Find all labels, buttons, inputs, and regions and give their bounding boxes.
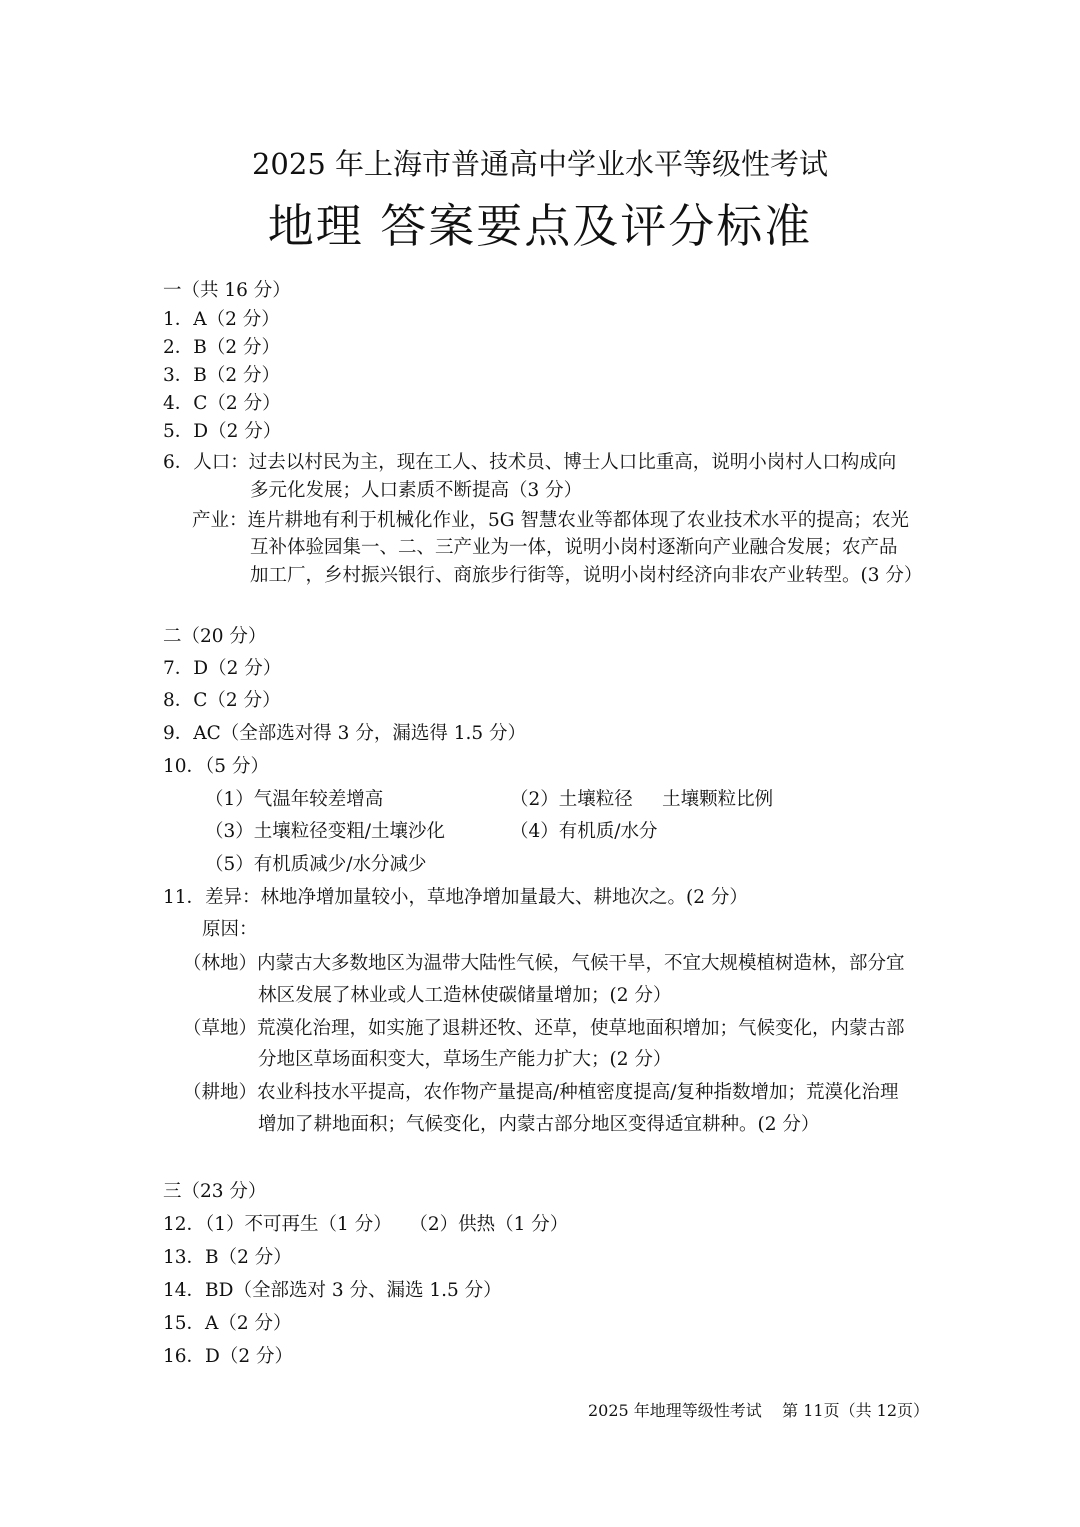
- answer-line: 3．B（2 分）: [163, 365, 281, 386]
- answer-line: （草地）荒漠化治理，如实施了退耕还牧、还草，使草地面积增加；气候变化，内蒙古部: [183, 1018, 905, 1039]
- answer-line: 11．差异：林地净增加量较小，草地净增加量最大、耕地次之。(2 分）: [163, 887, 748, 908]
- answer-line: 2．B（2 分）: [163, 337, 281, 358]
- answer-line: 4．C（2 分）: [163, 393, 281, 414]
- section-heading: 一（共 16 分）: [163, 280, 291, 301]
- answer-line: 多元化发展；人口素质不断提高（3 分）: [250, 480, 583, 501]
- answer-line: 13．B（2 分）: [163, 1247, 292, 1268]
- page-subtitle: 地理 答案要点及评分标准: [267, 199, 813, 253]
- sub-answer: （2）土壤粒径 土壤颗粒比例: [510, 789, 774, 810]
- sub-answer: （5）有机质减少/水分减少: [205, 854, 427, 875]
- answer-line: 产业：连片耕地有利于机械化作业，5G 智慧农业等都体现了农业技术水平的提高；农光: [192, 510, 909, 531]
- exam-title: 2025 年上海市普通高中学业水平等级性考试: [251, 147, 829, 181]
- answer-line: 5．D（2 分）: [163, 421, 282, 442]
- sub-answer: （1）气温年较差增高: [205, 789, 384, 810]
- answer-line: 7．D（2 分）: [163, 658, 282, 679]
- answer-line: 1．A（2 分）: [163, 309, 280, 330]
- answer-line: （耕地）农业科技水平提高，农作物产量提高/种植密度提高/复种指数增加；荒漠化治理: [183, 1082, 899, 1103]
- page-footer: 2025 年地理等级性考试 第 11页（共 12页）: [588, 1401, 930, 1420]
- answer-line: 原因：: [202, 919, 258, 940]
- answer-line: 增加了耕地面积；气候变化，内蒙古部分地区变得适宜耕种。(2 分）: [258, 1114, 820, 1135]
- answer-line: 16．D（2 分）: [163, 1346, 294, 1367]
- answer-line: 10．（5 分）: [163, 756, 269, 777]
- section-heading: 三（23 分）: [163, 1181, 267, 1202]
- answer-line: 加工厂，乡村振兴银行、商旅步行街等，说明小岗村经济向非农产业转型。(3 分）: [250, 565, 923, 586]
- section-heading: 二（20 分）: [163, 626, 267, 647]
- sub-answer: （4）有机质/水分: [510, 821, 658, 842]
- answer-line: 14．BD（全部选对 3 分、漏选 1.5 分）: [163, 1280, 502, 1301]
- answer-line: 分地区草场面积变大，草场生产能力扩大；(2 分）: [258, 1049, 672, 1070]
- answer-line: （林地）内蒙古大多数地区为温带大陆性气候，气候干旱，不宜大规模植树造林，部分宜: [183, 953, 905, 974]
- answer-line: 12．（1）不可再生（1 分） （2）供热（1 分）: [163, 1214, 569, 1235]
- answer-line: 林区发展了林业或人工造林使碳储量增加；(2 分）: [258, 985, 672, 1006]
- answer-line: 9．AC（全部选对得 3 分，漏选得 1.5 分）: [163, 723, 527, 744]
- answer-line: 6．人口：过去以村民为主，现在工人、技术员、博士人口比重高，说明小岗村人口构成向: [163, 452, 897, 473]
- answer-line: 15．A（2 分）: [163, 1313, 292, 1334]
- answer-line: 互补体验园集一、二、三产业为一体，说明小岗村逐渐向产业融合发展；农产品: [250, 537, 898, 558]
- answer-line: 8．C（2 分）: [163, 690, 281, 711]
- sub-answer: （3）土壤粒径变粗/土壤沙化: [205, 821, 446, 842]
